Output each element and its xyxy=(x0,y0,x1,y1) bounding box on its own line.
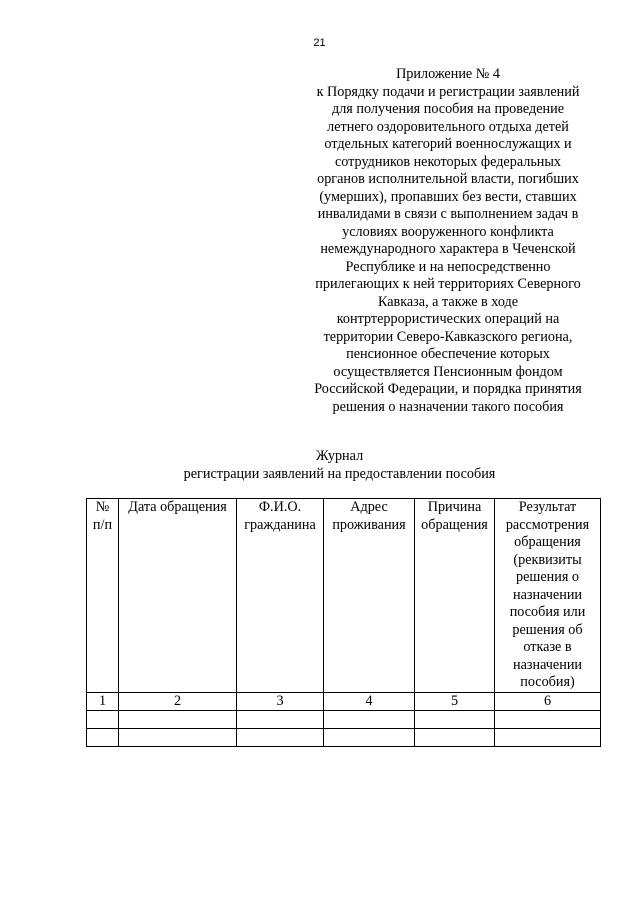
header-cell-date: Дата обращения xyxy=(119,499,237,693)
table-cell[interactable] xyxy=(415,729,495,747)
appendix-line: Российской Федерации, и порядка принятия xyxy=(314,381,582,397)
header-cell-number: № п/п xyxy=(87,499,119,693)
appendix-line: отдельных категорий военнослужащих и xyxy=(324,136,572,152)
table-cell[interactable] xyxy=(119,729,237,747)
column-number: 6 xyxy=(495,692,601,711)
table-row xyxy=(87,729,601,747)
appendix-line: немеждународного характера в Чеченской xyxy=(320,241,576,257)
header-cell-reason: Причина обращения xyxy=(415,499,495,693)
header-cell-result: Результат рассмотрения обращения (реквизиты решения о назначении пособия или решения об отказе в назначении пособия) xyxy=(495,499,601,693)
appendix-line: Республике и на непосредственно xyxy=(345,258,551,275)
appendix-line: территории Северо-Кавказского региона, xyxy=(323,328,573,345)
column-number-row xyxy=(87,692,601,711)
table-header-row xyxy=(87,499,601,693)
table-cell[interactable] xyxy=(87,711,119,729)
register-table xyxy=(86,498,601,747)
table-cell[interactable] xyxy=(324,729,415,747)
table-cell[interactable] xyxy=(495,729,601,747)
appendix-line: (умерших), пропавших без вести, ставших xyxy=(319,188,577,205)
appendix-line: пенсионное обеспечение которых xyxy=(346,346,550,362)
header-cell-address: Адрес проживания xyxy=(324,499,415,693)
appendix-line: контртеррористических операций на xyxy=(336,311,560,327)
column-number: 5 xyxy=(415,692,495,711)
journal-subtitle: регистрации заявлений на предоставлении пособия xyxy=(183,465,496,482)
table-cell[interactable] xyxy=(324,711,415,729)
appendix-line: летнего оздоровительного отдыха детей xyxy=(327,118,569,135)
appendix-line: Кавказа, а также в ходе xyxy=(377,293,519,310)
appendix-line: к Порядку подачи и регистрации заявлений xyxy=(316,83,580,100)
appendix-header xyxy=(300,66,596,416)
column-number: 2 xyxy=(119,692,237,711)
table-cell[interactable] xyxy=(87,729,119,747)
column-number: 3 xyxy=(237,692,324,711)
appendix-line: органов исполнительной власти, погибших xyxy=(317,171,579,187)
appendix-line: осуществляется Пенсионным фондом xyxy=(333,363,563,380)
table-cell[interactable] xyxy=(237,729,324,747)
column-number: 4 xyxy=(324,692,415,711)
page-number: 21 xyxy=(313,37,326,49)
appendix-line: прилегающих к ней территориях Северного xyxy=(315,276,581,292)
table-cell[interactable] xyxy=(119,711,237,729)
table-cell[interactable] xyxy=(237,711,324,729)
appendix-line: Приложение № 4 xyxy=(396,66,500,82)
journal-title: Журнал xyxy=(315,448,364,464)
table-row xyxy=(87,711,601,729)
header-cell-name: Ф.И.О. гражданина xyxy=(237,499,324,693)
table-cell[interactable] xyxy=(415,711,495,729)
appendix-line: инвалидами в связи с выполнением задач в xyxy=(317,206,579,222)
journal-heading xyxy=(0,448,639,483)
appendix-line: решения о назначении такого пособия xyxy=(332,398,564,415)
appendix-line: сотрудников некоторых федеральных xyxy=(334,153,562,170)
table-cell[interactable] xyxy=(495,711,601,729)
column-number: 1 xyxy=(87,692,119,711)
appendix-line: для получения пособия на проведение xyxy=(332,101,564,117)
appendix-line: условиях вооруженного конфликта xyxy=(342,223,554,240)
